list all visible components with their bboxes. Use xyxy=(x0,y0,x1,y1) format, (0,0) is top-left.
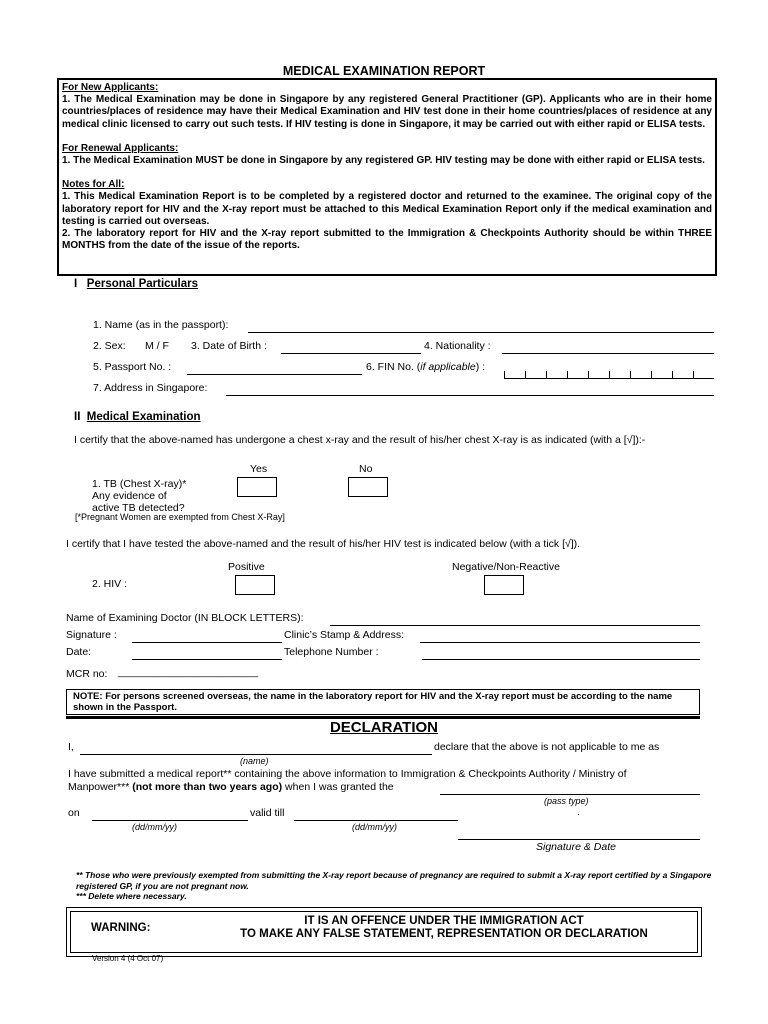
hiv-negative-checkbox[interactable] xyxy=(484,575,524,595)
positive-label: Positive xyxy=(228,561,265,573)
footnote-delete: *** Delete where necessary. xyxy=(76,891,187,901)
date-field[interactable] xyxy=(132,659,282,660)
doctor-name-field[interactable] xyxy=(330,625,700,626)
telephone-field[interactable] xyxy=(422,659,700,660)
declaration-name-field[interactable] xyxy=(80,754,432,755)
mcr-field[interactable]: ________________________ xyxy=(118,666,259,678)
mcr-label: MCR no: xyxy=(66,668,108,680)
warning-box xyxy=(66,907,702,957)
tb-question: 1. TB (Chest X-ray)* Any evidence of active TB detected? xyxy=(92,478,187,514)
address-label: 7. Address in Singapore: xyxy=(93,382,208,394)
instructions-box xyxy=(57,78,717,276)
fin-field[interactable] xyxy=(504,371,714,379)
valid-till-label: valid till xyxy=(250,807,285,819)
renewal-applicants-heading: For Renewal Applicants: xyxy=(62,142,179,154)
signature-date-label: Signature & Date xyxy=(536,841,616,853)
passport-label: 5. Passport No. : xyxy=(93,361,172,373)
signature-field[interactable] xyxy=(132,642,282,643)
valid-till-hint: (dd/mm/yy) xyxy=(352,822,397,832)
nationality-field[interactable] xyxy=(502,353,714,354)
tb-no-checkbox[interactable] xyxy=(348,477,388,497)
warning-label: WARNING: xyxy=(91,922,151,934)
footnote-pregnancy: ** Those who were previously exempted from submitting the X-ray report because of pregnancy are required to submit a X-ray report certified by a Singapore registered GP, if you are not pregnant now. xyxy=(76,870,712,891)
personal-particulars-heading: I Personal Particulars xyxy=(74,278,199,290)
fin-label: 6. FIN No. (if applicable) : xyxy=(366,361,486,373)
name-field[interactable] xyxy=(248,332,714,333)
new-applicants-heading: For New Applicants: xyxy=(62,82,159,93)
tb-yes-checkbox[interactable] xyxy=(237,477,277,497)
pass-type-hint: (pass type) xyxy=(544,796,589,806)
no-label: No xyxy=(359,463,373,475)
notes-for-all-text-2: 2. The laboratory report for HIV and the X-ray report submitted to the Immigration & Checkpoints Authority should be within THREE MONTHS from the date of the issue of the reports. xyxy=(62,228,712,252)
medical-examination-heading: II Medical Examination xyxy=(74,411,201,423)
page-title: MEDICAL EXAMINATION REPORT xyxy=(282,64,486,78)
address-field[interactable] xyxy=(226,395,714,396)
doctor-name-label: Name of Examining Doctor (IN BLOCK LETTERS): xyxy=(66,612,304,624)
pregnant-note: [*Pregnant Women are exempted from Chest X-Ray] xyxy=(75,512,285,522)
on-date-field[interactable] xyxy=(92,820,248,821)
telephone-label: Telephone Number : xyxy=(284,646,379,658)
sex-label: 2. Sex: xyxy=(93,340,126,352)
clinic-stamp-label: Clinic’s Stamp & Address: xyxy=(284,629,405,641)
name-hint: (name) xyxy=(240,756,269,766)
declare-text: declare that the above is not applicable to me as xyxy=(434,741,660,753)
name-label: 1. Name (as in the passport): xyxy=(93,319,229,331)
notes-for-all-heading: Notes for All: xyxy=(62,179,125,191)
on-date-hint: (dd/mm/yy) xyxy=(132,822,177,832)
hiv-label: 2. HIV : xyxy=(92,578,128,590)
signature-date-field[interactable] xyxy=(458,839,700,840)
negative-label: Negative/Non-Reactive xyxy=(452,561,560,573)
hiv-certify-text: I certify that I have tested the above-named and the result of his/her HIV test is indicated below (with a tick [√]). xyxy=(66,538,581,550)
passport-field[interactable] xyxy=(187,374,362,375)
notes-for-all-text-1: 1. This Medical Examination Report is to be completed by a registered doctor and returned to the examinee. The original copy of the laboratory report for HIV and the X-ray report must be attached to this Medical Examination Report only if the medical examination and testing is carried out overseas. xyxy=(62,191,712,227)
date-label: Date: xyxy=(66,646,92,658)
warning-text: IT IS AN OFFENCE UNDER THE IMMIGRATION ACT TO MAKE ANY FALSE STATEMENT, REPRESENTATION OR DECLARATION xyxy=(240,915,648,940)
manpower-text: Manpower*** (not more than two years ago) when I was granted the xyxy=(68,781,394,793)
declaration-i-label: I, xyxy=(68,741,74,753)
overseas-note: NOTE: For persons screened overseas, the name in the laboratory report for HIV and the X-ray report must be according to the name shown in the Passport. xyxy=(66,689,700,715)
clinic-stamp-field[interactable] xyxy=(420,642,700,643)
valid-till-field[interactable] xyxy=(294,820,458,821)
pass-type-field[interactable] xyxy=(440,794,700,795)
period-mark: . xyxy=(577,806,580,818)
footnotes xyxy=(76,870,716,902)
hiv-positive-checkbox[interactable] xyxy=(235,575,275,595)
nationality-label: 4. Nationality : xyxy=(424,340,491,352)
xray-certify-text: I certify that the above-named has undergone a chest x-ray and the result of his/her chest X-ray is as indicated (with a [√]):- xyxy=(74,434,646,446)
version-label: Version 4 (4 Oct 07) xyxy=(92,954,164,963)
submitted-text: I have submitted a medical report** containing the above information to Immigration & Checkpoints Authority / Ministry of xyxy=(68,768,627,780)
signature-label: Signature : xyxy=(66,629,117,641)
yes-label: Yes xyxy=(250,463,268,475)
dob-label: 3. Date of Birth : xyxy=(191,340,267,352)
renewal-applicants-text: 1. The Medical Examination MUST be done in Singapore by any registered GP. HIV testing may be done with either rapid or ELISA tests. xyxy=(62,155,705,167)
declaration-heading: DECLARATION xyxy=(329,719,439,736)
sex-options[interactable]: M / F xyxy=(145,340,169,352)
new-applicants-text: 1. The Medical Examination may be done in Singapore by any registered General Practitioner (GP). Applicants who are in their home countries/places of residence may have their Medical Examination and HIV test done in their home countries/places of residence at any medical clinic licensed to carry out such tests. If HIV testing is done in Singapore, it may be carried out with either rapid or ELISA tests. xyxy=(62,94,712,130)
on-label: on xyxy=(68,807,80,819)
dob-field[interactable] xyxy=(281,353,421,354)
